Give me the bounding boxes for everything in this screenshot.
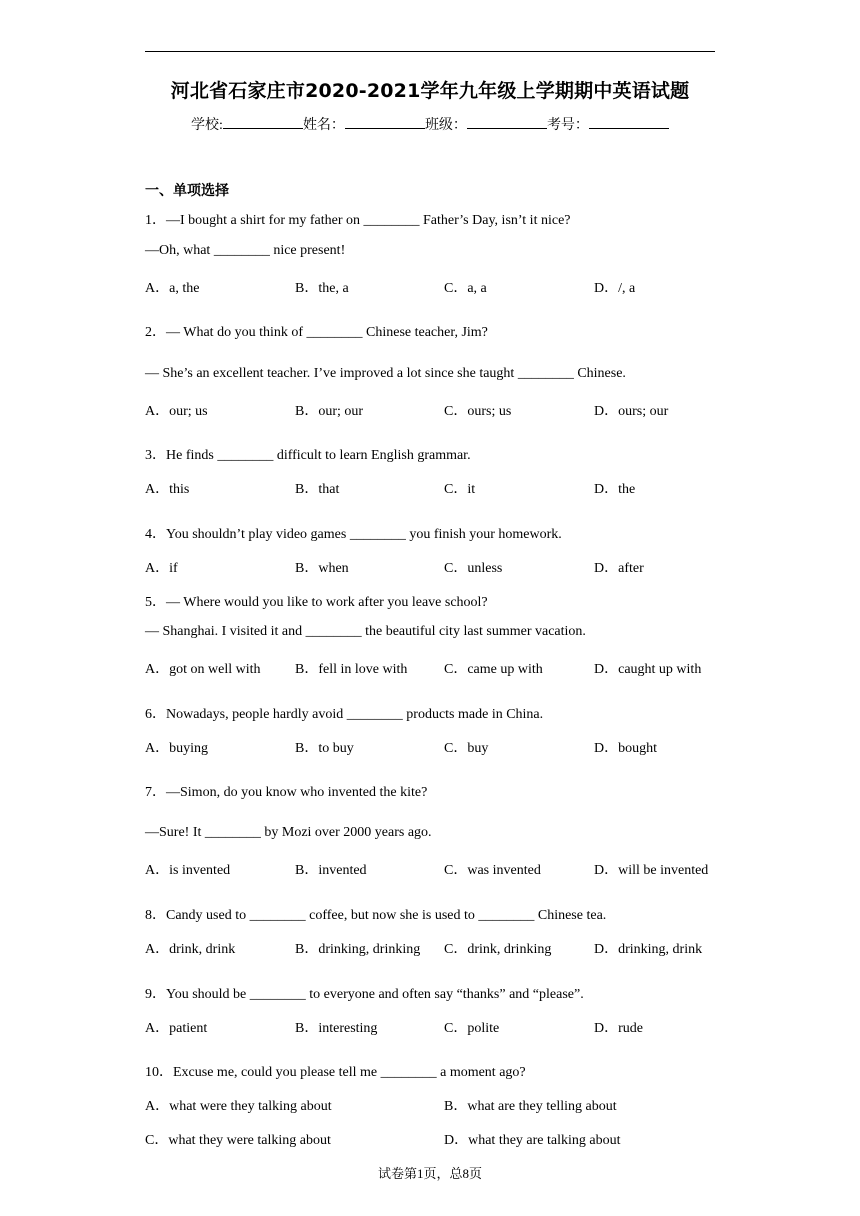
question-8-line-1: 8．Candy used to ________ coffee, but now she is used to ________ Chinese tea. bbox=[145, 908, 607, 923]
q8-option-a[interactable]: A．drink, drink bbox=[145, 942, 236, 957]
q9-option-c[interactable]: C．polite bbox=[444, 1021, 500, 1036]
question-3-line-1: 3．He finds ________ difficult to learn English grammar. bbox=[145, 448, 471, 463]
q5-option-d[interactable]: D．caught up with bbox=[594, 662, 702, 677]
q9-option-b[interactable]: B．interesting bbox=[295, 1021, 378, 1036]
q2-option-d[interactable]: D．ours; our bbox=[594, 404, 669, 419]
q6-option-d[interactable]: D．bought bbox=[594, 741, 657, 756]
q8-option-b[interactable]: B．drinking, drinking bbox=[295, 942, 421, 957]
q7-option-b[interactable]: B．invented bbox=[295, 863, 367, 878]
q1-option-a[interactable]: A．a, the bbox=[145, 281, 200, 296]
question-5-line-1: 5．— Where would you like to work after you leave school? bbox=[145, 595, 488, 610]
q1-option-b[interactable]: B．the, a bbox=[295, 281, 349, 296]
q8-option-c[interactable]: C．drink, drinking bbox=[444, 942, 552, 957]
question-5-line-2: — Shanghai. I visited it and ________ the beautiful city last summer vacation. bbox=[145, 624, 586, 639]
school-label: 学校: bbox=[191, 118, 223, 133]
top-rule bbox=[145, 51, 715, 52]
q5-option-b[interactable]: B．fell in love with bbox=[295, 662, 408, 677]
q4-option-a[interactable]: A．if bbox=[145, 561, 178, 576]
question-7-line-1: 7．—Simon, do you know who invented the kite? bbox=[145, 785, 428, 800]
q1-option-d[interactable]: D．/, a bbox=[594, 281, 636, 296]
q10-option-b[interactable]: B．what are they telling about bbox=[444, 1099, 617, 1114]
q9-option-a[interactable]: A．patient bbox=[145, 1021, 208, 1036]
q1-option-c[interactable]: C．a, a bbox=[444, 281, 487, 296]
question-6-line-1: 6．Nowadays, people hardly avoid ________ products made in China. bbox=[145, 707, 544, 722]
q10-option-c[interactable]: C．what they were talking about bbox=[145, 1133, 331, 1148]
q7-option-c[interactable]: C．was invented bbox=[444, 863, 541, 878]
page-footer: 试卷第1页，总8页 bbox=[377, 1166, 482, 1181]
q3-option-c[interactable]: C．it bbox=[444, 482, 476, 497]
question-1-line-2: —Oh, what ________ nice present! bbox=[145, 243, 346, 258]
question-7-line-2: —Sure! It ________ by Mozi over 2000 years ago. bbox=[145, 825, 432, 840]
class-label: 班级： bbox=[424, 118, 467, 133]
question-1-line-1: 1．—I bought a shirt for my father on ________ Father’s Day, isn’t it nice? bbox=[145, 213, 571, 228]
question-2-line-1: 2．— What do you think of ________ Chinese teacher, Jim? bbox=[145, 325, 488, 340]
section-title: 一、单项选择 bbox=[145, 183, 229, 199]
school-blank[interactable] bbox=[223, 116, 303, 129]
q5-option-c[interactable]: C．came up with bbox=[444, 662, 543, 677]
q6-option-c[interactable]: C．buy bbox=[444, 741, 489, 756]
q2-option-a[interactable]: A．our; us bbox=[145, 404, 208, 419]
exam-no-blank[interactable] bbox=[589, 116, 669, 129]
q4-option-b[interactable]: B．when bbox=[295, 561, 349, 576]
q6-option-b[interactable]: B．to buy bbox=[295, 741, 354, 756]
student-info-row bbox=[0, 114, 860, 134]
question-2-line-2: — She’s an excellent teacher. I’ve improved a lot since she taught ________ Chinese. bbox=[145, 366, 626, 381]
q7-option-a[interactable]: A．is invented bbox=[145, 863, 231, 878]
q5-option-a[interactable]: A．got on well with bbox=[145, 662, 261, 677]
class-blank[interactable] bbox=[467, 116, 547, 129]
q6-option-a[interactable]: A．buying bbox=[145, 741, 208, 756]
q2-option-b[interactable]: B．our; our bbox=[295, 404, 364, 419]
q8-option-d[interactable]: D．drinking, drink bbox=[594, 942, 703, 957]
q3-option-b[interactable]: B．that bbox=[295, 482, 340, 497]
name-blank[interactable] bbox=[345, 116, 425, 129]
q9-option-d[interactable]: D．rude bbox=[594, 1021, 643, 1036]
q10-option-a[interactable]: A．what were they talking about bbox=[145, 1099, 332, 1114]
q3-option-d[interactable]: D．the bbox=[594, 482, 636, 497]
name-label: 姓名： bbox=[302, 118, 345, 133]
q4-option-d[interactable]: D．after bbox=[594, 561, 644, 576]
q10-option-d[interactable]: D．what they are talking about bbox=[444, 1133, 621, 1148]
q3-option-a[interactable]: A．this bbox=[145, 482, 190, 497]
exam-no-label: 考号： bbox=[546, 118, 589, 133]
question-4-line-1: 4．You shouldn’t play video games ________ you finish your homework. bbox=[145, 527, 562, 542]
q7-option-d[interactable]: D．will be invented bbox=[594, 863, 709, 878]
question-9-line-1: 9．You should be ________ to everyone and often say “thanks” and “please”. bbox=[145, 987, 584, 1002]
question-10-line-1: 10．Excuse me, could you please tell me ________ a moment ago? bbox=[145, 1065, 526, 1080]
page-title: 河北省石家庄市2020-2021学年九年级上学期期中英语试题 bbox=[170, 80, 690, 102]
q2-option-c[interactable]: C．ours; us bbox=[444, 404, 512, 419]
q4-option-c[interactable]: C．unless bbox=[444, 561, 503, 576]
